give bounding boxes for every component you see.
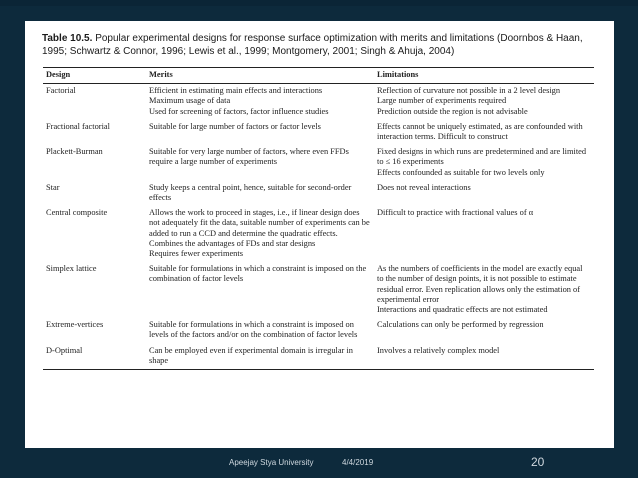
merit-item: Suitable for very large number of factors, where even FFDs require a large number of experiments: [149, 147, 349, 167]
limitation-item: Effects cannot be uniquely estimated, as are confounded with interaction terms. Difficult to construct: [377, 121, 583, 142]
slide-content: [25, 21, 614, 448]
limitation-item: Reflection of curvature not possible in a 2 level design: [377, 86, 561, 96]
limitations-cell: [374, 318, 594, 343]
design-cell: Simplex lattice: [46, 264, 97, 274]
limitations-cell: [374, 344, 594, 370]
limitation-item: Large number of experiments required: [377, 96, 507, 106]
table-row: [43, 120, 594, 145]
footer-organization: Apeejay Stya University: [229, 458, 314, 467]
limitations-cell: [374, 120, 594, 145]
table-caption: [42, 32, 602, 58]
limitations-cell: [374, 181, 594, 206]
limitation-item: Involves a relatively complex model: [377, 345, 500, 355]
design-cell: Central composite: [46, 208, 108, 218]
caption-label: Table 10.5.: [42, 33, 93, 44]
footer-date: 4/4/2019: [342, 458, 374, 467]
merit-item: Allows the work to proceed in stages, i.e., if linear design does not adequately fit the data, suitable number of experiments can be added to run a CCD and determine the quadratic effects.: [149, 208, 370, 238]
limitations-cell: [374, 206, 594, 262]
table-row: [43, 206, 594, 262]
table-row: [43, 318, 594, 343]
design-cell: Fractional factorial: [46, 121, 110, 131]
caption-text: Popular experimental designs for response surface optimization with merits and limitations (Doornbos & Haan, 1995; Schwartz & Connor, 1996; Lewis et al., 1999; Montgomery, 2001; Singh & Ahuja, 2004): [42, 33, 583, 57]
merits-cell: [146, 344, 374, 370]
merit-item: Combines the advantages of FDs and star designs: [149, 238, 316, 248]
design-cell: Factorial: [46, 86, 76, 96]
header-design: Design: [43, 68, 146, 84]
header-merits: Merits: [146, 68, 374, 84]
merit-item: Efficient in estimating main effects and interactions: [149, 86, 323, 96]
limitations-cell: [374, 84, 594, 120]
merit-item: Maximum usage of data: [149, 96, 231, 106]
limitation-item: Difficult to practice with fractional values of α: [377, 208, 534, 218]
merits-cell: [146, 145, 374, 181]
slide-number: 20: [531, 455, 545, 469]
merit-item: Suitable for formulations in which a constraint is imposed on the combination of factor levels: [149, 264, 367, 284]
merits-cell: [146, 206, 374, 262]
slide-border: [0, 0, 638, 6]
merit-item: Suitable for large number of factors or factor levels: [149, 121, 321, 131]
merits-cell: [146, 318, 374, 343]
table-row: [43, 145, 594, 181]
designs-table: [43, 67, 594, 370]
header-limitations: Limitations: [374, 68, 594, 84]
design-cell: Star: [46, 182, 60, 192]
limitation-item: Does not reveal interactions: [377, 182, 471, 192]
merits-cell: [146, 120, 374, 145]
table-header-row: [43, 68, 594, 84]
limitation-item: Effects confounded as suitable for two levels only: [377, 167, 545, 177]
merit-item: Suitable for formulations in which a constraint is imposed on levels of the factors and/or on the combination of factor levels: [149, 320, 358, 340]
table-row: [43, 262, 594, 318]
merit-item: Used for screening of factors, factor influence studies: [149, 106, 329, 116]
limitation-item: Interactions and quadratic effects are not estimated: [377, 305, 548, 315]
design-cell: Plackett-Burman: [46, 147, 103, 157]
merit-item: Requires fewer experiments: [149, 249, 243, 259]
table-row: [43, 181, 594, 206]
limitations-cell: [374, 262, 594, 318]
limitation-item: Fixed designs in which runs are predetermined and are limited to ≤ 16 experiments: [377, 147, 587, 167]
merit-item: Study keeps a central point, hence, suitable for second-order effects: [149, 182, 352, 203]
design-cell: D-Optimal: [43, 344, 146, 370]
merit-item: Can be employed even if experimental domain is irregular in shape: [149, 345, 353, 365]
table-row: [43, 344, 594, 370]
merits-cell: [146, 84, 374, 120]
merits-cell: [146, 181, 374, 206]
merits-cell: [146, 262, 374, 318]
limitation-item: As the numbers of coefficients in the model are exactly equal to the number of design points, it is not possible to estimate residual error. Even replication allows only the estimation of experimental error: [377, 264, 583, 304]
limitations-cell: [374, 145, 594, 181]
table-row: [43, 84, 594, 120]
limitation-item: Calculations can only be performed by regression: [377, 320, 544, 330]
limitation-item: Prediction outside the region is not advisable: [377, 106, 528, 116]
design-cell: Extreme-vertices: [46, 320, 104, 330]
